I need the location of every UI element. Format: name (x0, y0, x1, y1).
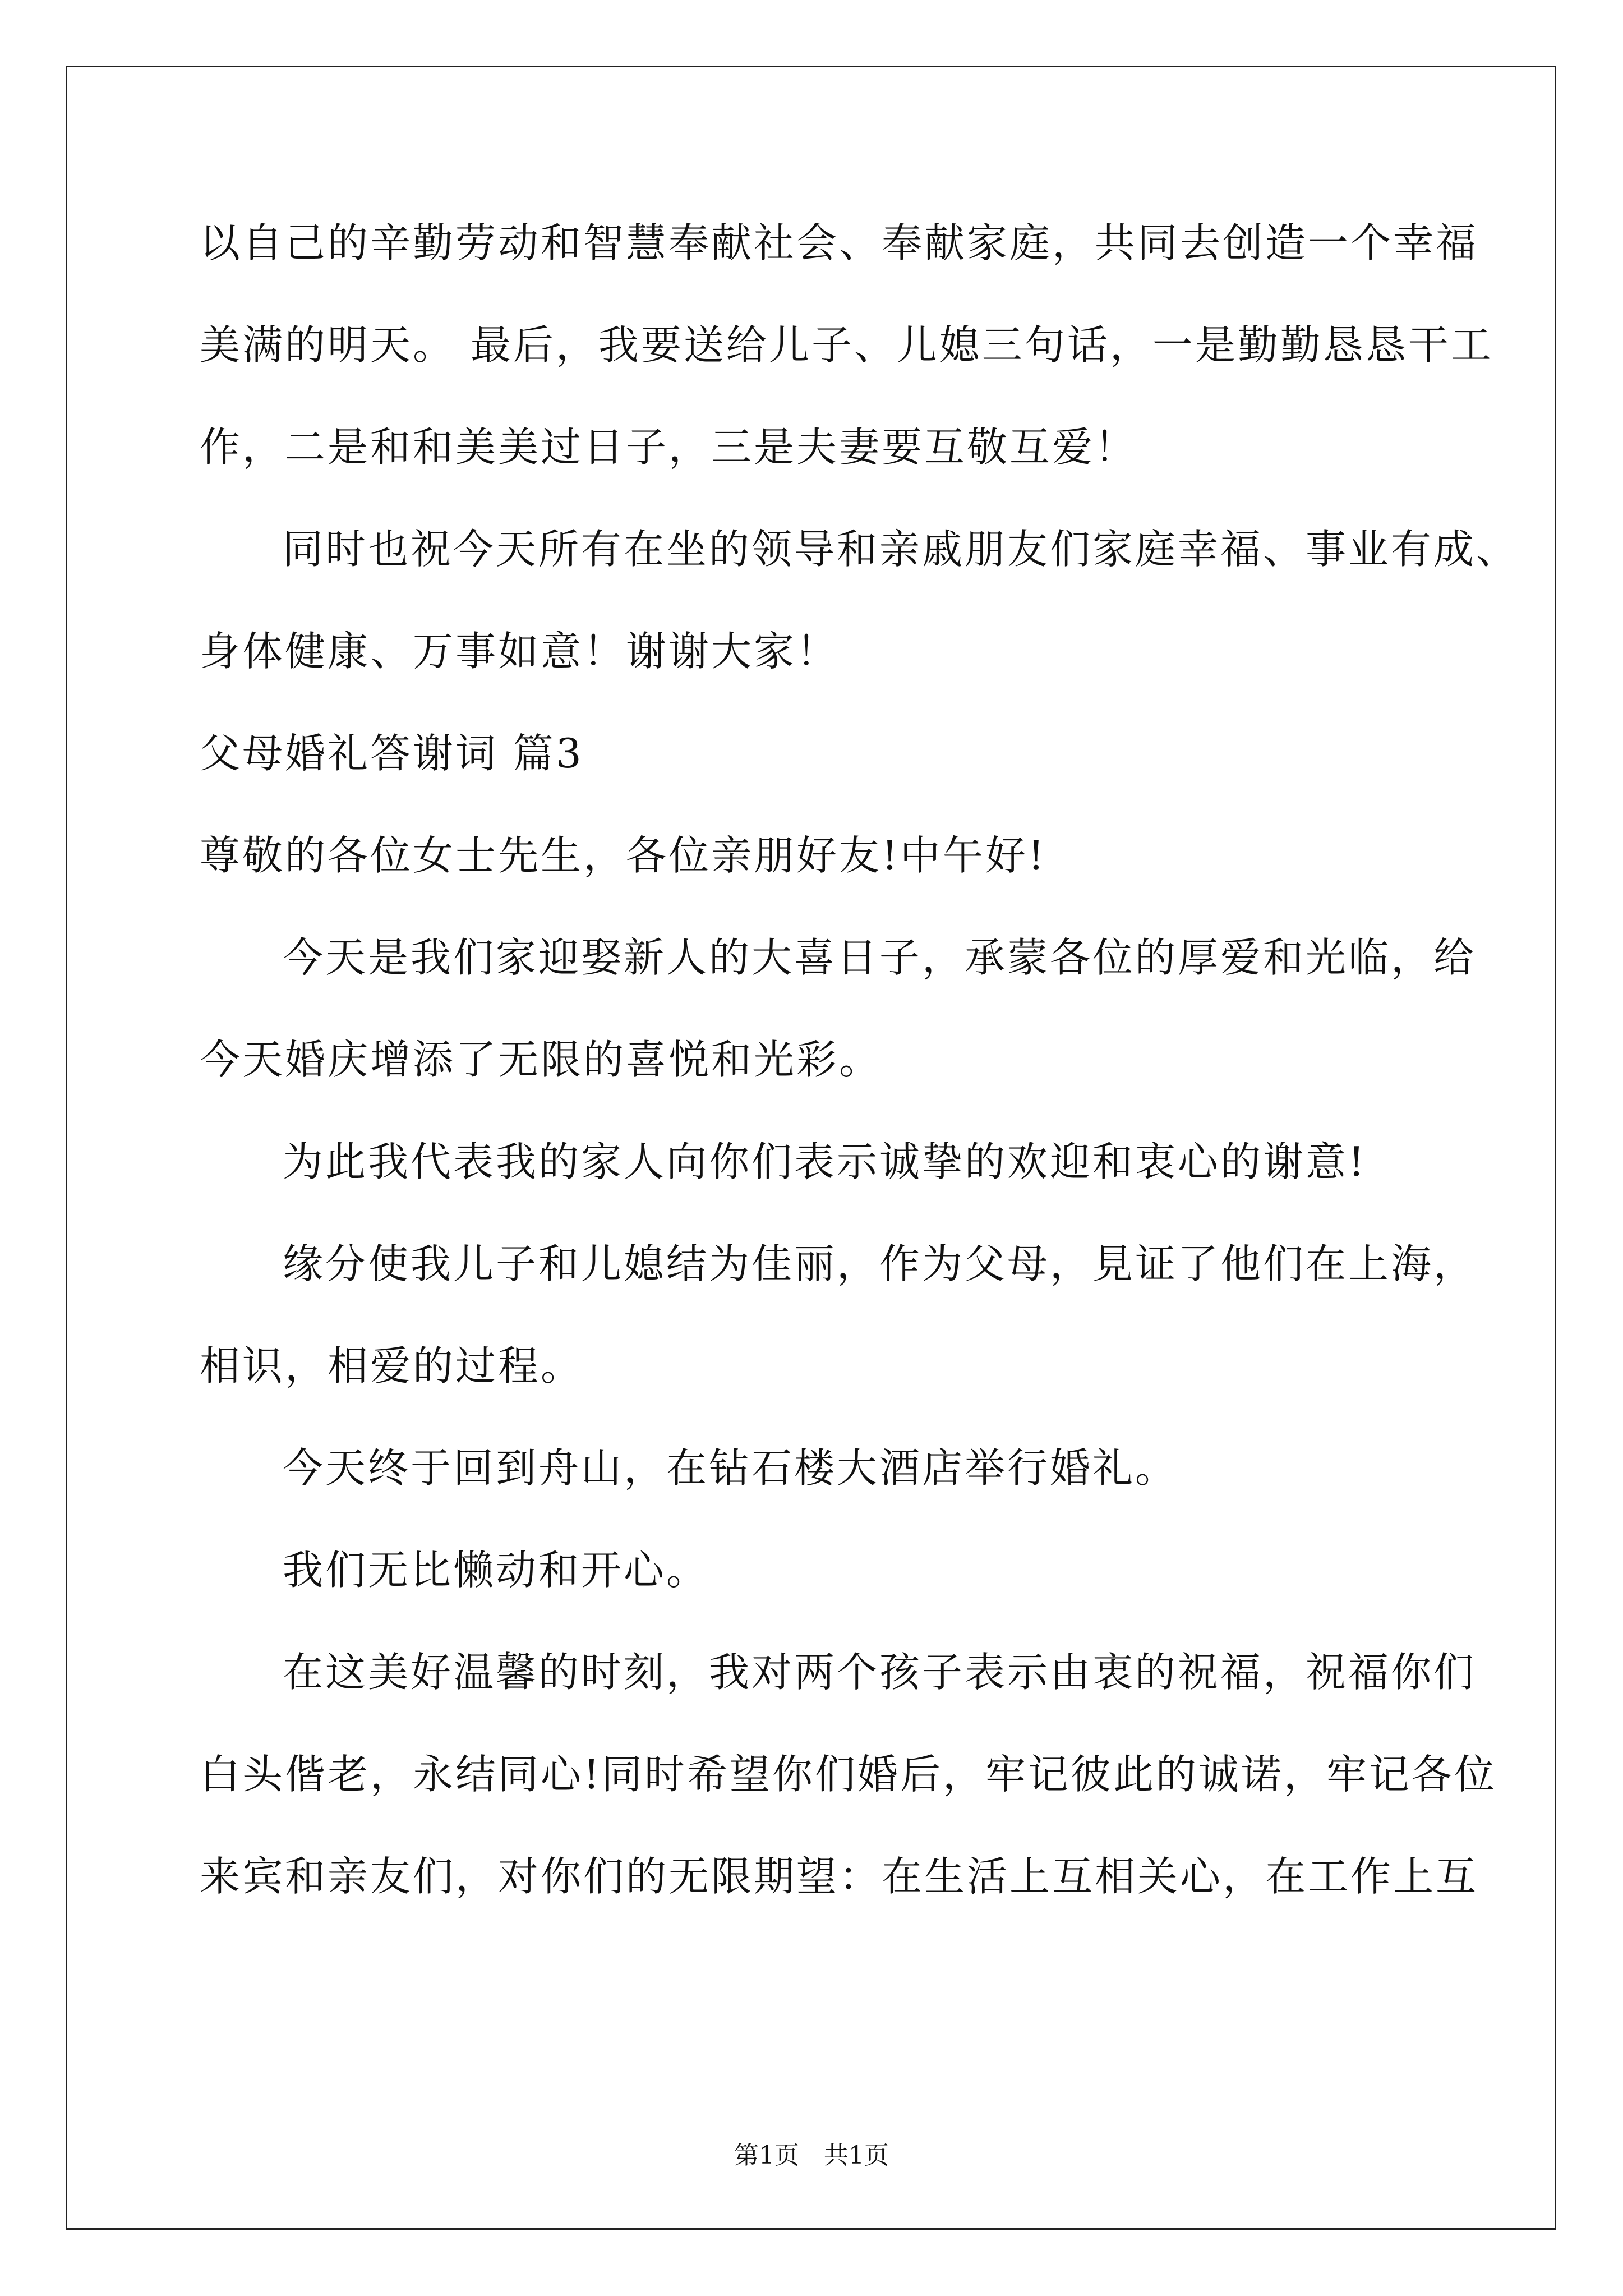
text-line: 来宾和亲友们，对你们的无限期望：在生活上互相关心，在工作上互 (200, 1853, 1479, 1900)
text-line: 为此我代表我的家人向你们表示诚挚的欢迎和衷心的谢意! (283, 1138, 1367, 1185)
text-line: 今天是我们家迎娶新人的大喜日子，承蒙各位的厚爱和光临，给 (283, 934, 1477, 981)
text-line: 同时也祝今天所有在坐的领导和亲戚朋友们家庭幸福、事业有成、 (283, 526, 1519, 573)
section-heading: 父母婚礼答谢词 篇3 (200, 730, 584, 777)
text-line: 作，二是和和美美过日子，三是夫妻要互敬互爱！ (200, 424, 1138, 471)
text-line: 白头偕老，永结同心!同时希望你们婚后，牢记彼此的诚诺，牢记各位 (200, 1751, 1497, 1798)
text-line: 美满的明天。 最后，我要送给儿子、儿媳三句话，一是勤勤恳恳干工 (200, 321, 1493, 369)
text-line: 在这美好温馨的时刻，我对两个孩子表示由衷的祝福，祝福你们 (283, 1649, 1477, 1696)
page-footer: 第1页 共1页 (734, 2141, 889, 2170)
text-line: 我们无比懒动和开心。 (283, 1547, 709, 1594)
text-line: 今天婚庆增添了无限的喜悦和光彩。 (200, 1036, 882, 1083)
text-line: 今天终于回到舟山，在钻石楼大酒店举行婚礼。 (283, 1444, 1178, 1492)
text-line: 相识，相爱的过程。 (200, 1342, 584, 1389)
text-line: 缘分使我儿子和儿媳结为佳丽，作为父母，見证了他们在上海， (283, 1240, 1477, 1287)
text-line: 以自己的辛勤劳动和智慧奉献社会、奉献家庭，共同去创造一个幸福 (200, 219, 1479, 266)
text-line: 身体健康、万事如意！谢谢大家！ (200, 628, 840, 675)
text-line: 尊敬的各位女士先生，各位亲朋好友!中午好! (200, 832, 1046, 879)
